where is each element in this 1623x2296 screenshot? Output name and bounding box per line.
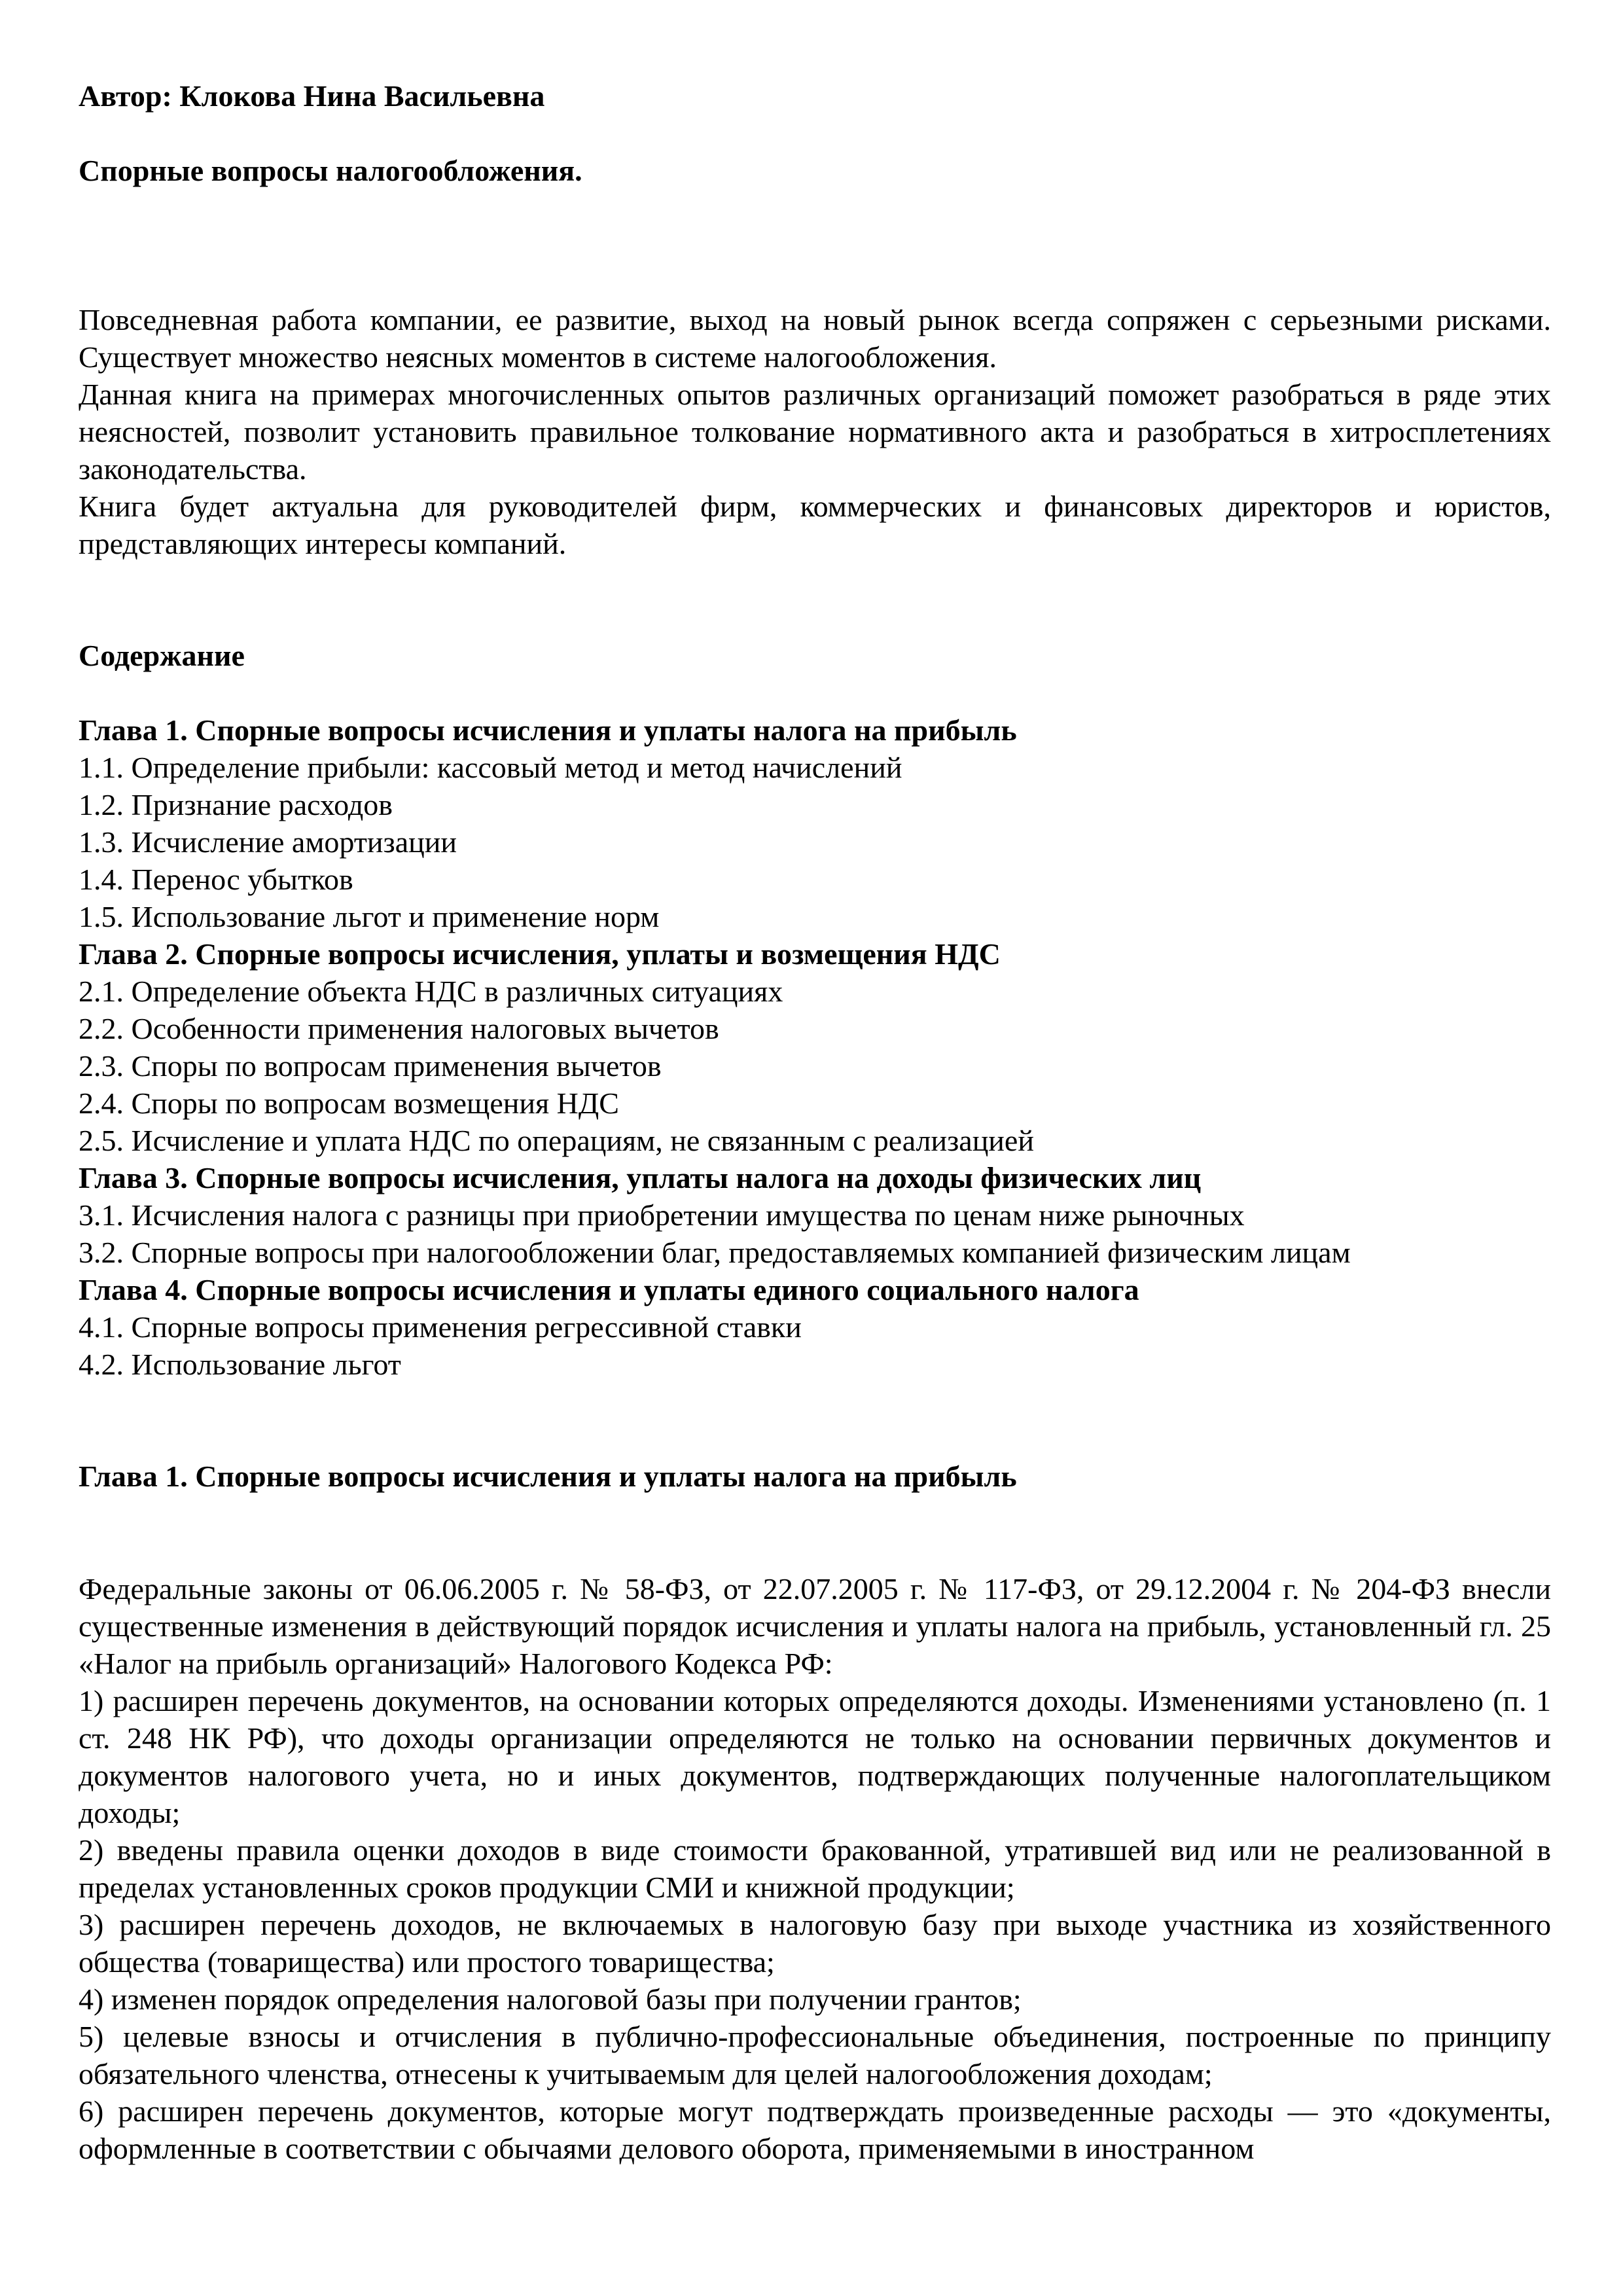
- toc-item: 1.4. Перенос убытков: [79, 863, 353, 896]
- toc-item: 3.1. Исчисления налога с разницы при приобретении имущества по ценам ниже рыночных: [79, 1198, 1245, 1232]
- toc-chapter: Глава 1. Спорные вопросы исчисления и уплаты налога на прибыль: [79, 713, 1017, 747]
- list-item: 3) расширен перечень доходов, не включаемых в налоговую базу при выходе участника из хозяйственного общества (товарищества) или простого товарищества;: [79, 1908, 1551, 1979]
- toc-chapter: Глава 3. Спорные вопросы исчисления, уплаты налога на доходы физических лиц: [79, 1161, 1202, 1194]
- toc-item: 1.1. Определение прибыли: кассовый метод и метод начислений: [79, 751, 902, 784]
- toc-item: 3.2. Спорные вопросы при налогообложении благ, предоставляемых компанией физическим лицам: [79, 1236, 1351, 1269]
- toc-item: 2.1. Определение объекта НДС в различных ситуациях: [79, 975, 783, 1008]
- toc-item: 4.1. Спорные вопросы применения регрессивной ставки: [79, 1310, 802, 1344]
- toc-chapter: Глава 2. Спорные вопросы исчисления, уплаты и возмещения НДС: [79, 937, 1001, 971]
- table-of-contents: [79, 637, 1551, 1383]
- toc-item: 4.2. Использование льгот: [79, 1348, 401, 1381]
- list-item: 5) целевые взносы и отчисления в публично-профессиональные объединения, построенные по принципу обязательного членства, отнесены к учитываемым для целей налогообложения доходам;: [79, 2020, 1551, 2090]
- intro-section: [79, 301, 1551, 562]
- toc-item: 1.2. Признание расходов: [79, 788, 393, 821]
- chapter-title: Глава 1. Спорные вопросы исчисления и уплаты налога на прибыль: [79, 1460, 1017, 1493]
- list-item: 1) расширен перечень документов, на основании которых определяются доходы. Изменениями установлено (п. 1 ст. 248 НК РФ), что доходы организации определяются не только на основании первичных документов и документов налогового учета, но и иных документов, подтверждающих полученные налогоплательщиком доходы;: [79, 1684, 1551, 1829]
- toc-item: 2.5. Исчисление и уплата НДС по операциям, не связанным с реализацией: [79, 1124, 1034, 1157]
- toc-item: 2.2. Особенности применения налоговых вычетов: [79, 1012, 719, 1045]
- toc-item: 2.3. Споры по вопросам применения вычетов: [79, 1049, 662, 1083]
- list-item: 4) изменен порядок определения налоговой базы при получении грантов;: [79, 1982, 1022, 2016]
- chapter-1-section: [79, 1458, 1551, 2167]
- chapter-lead-paragraph: Федеральные законы от 06.06.2005 г. № 58-ФЗ, от 22.07.2005 г. № 117-ФЗ, от 29.12.2004 г. № 204-ФЗ внесли существенные изменения в действующий порядок исчисления и уплаты налога на прибыль, установленный гл. 25 «Налог на прибыль организаций» Налогового Кодекса РФ:: [79, 1572, 1551, 1680]
- toc-chapter: Глава 4. Спорные вопросы исчисления и уплаты единого социального налога: [79, 1273, 1139, 1306]
- intro-paragraph: Повседневная работа компании, ее развитие, выход на новый рынок всегда сопряжен с серьезными рисками. Существует множество неясных моментов в системе налогообложения.: [79, 303, 1551, 374]
- author-line: Автор: Клокова Нина Васильевна: [79, 79, 545, 113]
- list-item: 2) введены правила оценки доходов в виде стоимости бракованной, утратившей вид или не реализованной в пределах установленных сроков продукции СМИ и книжной продукции;: [79, 1833, 1551, 1904]
- toc-item: 2.4. Споры по вопросам возмещения НДС: [79, 1086, 619, 1120]
- intro-paragraph: Данная книга на примерах многочисленных опытов различных организаций поможет разобраться в ряде этих неясностей, позволит установить правильное толкование нормативного акта и разобраться в хитросплетениях законодательства.: [79, 378, 1551, 486]
- list-item: 6) расширен перечень документов, которые могут подтверждать произведенные расходы — это «документы, оформленные в соответствии с обычаями делового оборота, применяемыми в иностранном: [79, 2094, 1551, 2165]
- toc-item: 1.3. Исчисление амортизации: [79, 825, 457, 859]
- document-title: Спорные вопросы налогообложения.: [79, 154, 582, 187]
- toc-title: Содержание: [79, 639, 245, 672]
- intro-paragraph: Книга будет актуальна для руководителей фирм, коммерческих и финансовых директоров и юристов, представляющих интересы компаний.: [79, 490, 1551, 560]
- document-page: [79, 77, 1551, 2167]
- toc-item: 1.5. Использование льгот и применение норм: [79, 900, 660, 933]
